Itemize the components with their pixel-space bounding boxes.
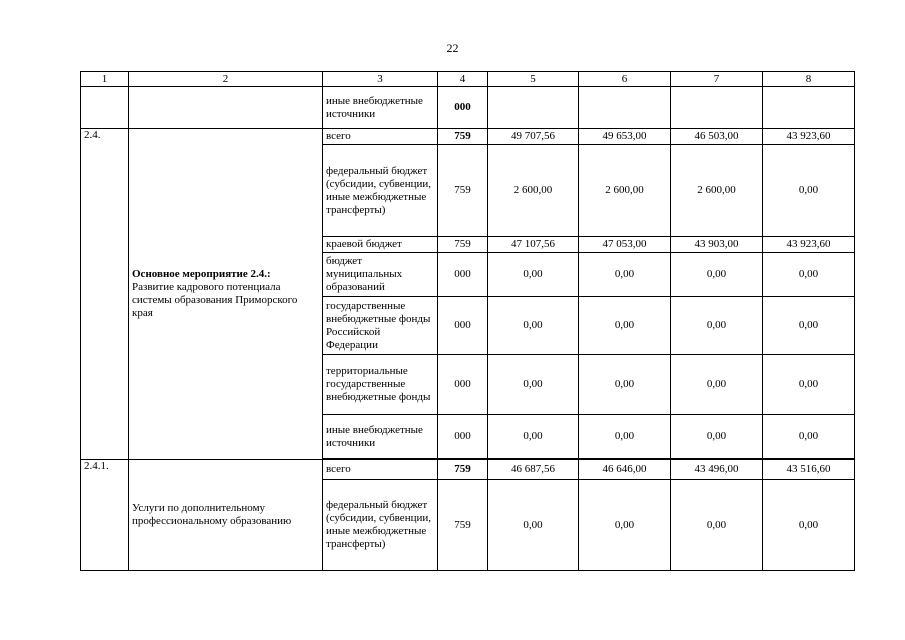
code-cell: 759 (438, 237, 488, 253)
source-cell: федеральный бюджет (субсидии, субвенции, иные межбюджетные трансферты) (323, 145, 438, 237)
item-title-bold: Основное мероприятие 2.4.: (132, 268, 271, 280)
value-cell: 2 600,00 (579, 145, 671, 237)
value-cell: 0,00 (763, 297, 855, 355)
code-cell: 000 (438, 253, 488, 297)
source-cell: краевой бюджет (323, 237, 438, 253)
value-cell: 46 687,56 (488, 460, 579, 480)
source-cell: всего (323, 129, 438, 145)
value-cell: 0,00 (488, 415, 579, 459)
item-title: Развитие кадрового потенциала системы образования Приморского края (132, 281, 298, 319)
column-header-row (81, 72, 855, 87)
code-cell: 000 (438, 355, 488, 415)
source-cell: иные внебюджетные источники (323, 87, 438, 129)
value-cell: 43 903,00 (671, 237, 763, 253)
source-cell: государственные внебюджетные фонды Российской Федерации (323, 297, 438, 355)
value-cell: 2 600,00 (488, 145, 579, 237)
table-row (81, 87, 855, 129)
column-header: 5 (488, 72, 579, 87)
value-cell: 0,00 (671, 297, 763, 355)
value-cell: 43 923,60 (763, 237, 855, 253)
source-cell: иные внебюджетные источники (323, 415, 438, 459)
source-cell: федеральный бюджет (субсидии, субвенции, иные межбюджетные трансферты) (323, 480, 438, 571)
value-cell: 43 516,60 (763, 460, 855, 480)
table-row (81, 460, 855, 480)
column-header: 6 (579, 72, 671, 87)
code-cell: 000 (438, 415, 488, 459)
value-cell: 47 107,56 (488, 237, 579, 253)
item-title-cell (129, 460, 323, 571)
value-cell: 46 646,00 (579, 460, 671, 480)
value-cell: 0,00 (671, 415, 763, 459)
value-cell: 0,00 (763, 145, 855, 237)
source-cell: бюджет муниципальных образований (323, 253, 438, 297)
column-header: 1 (81, 72, 129, 87)
value-cell: 0,00 (671, 355, 763, 415)
source-cell: всего (323, 460, 438, 480)
code-cell: 759 (438, 480, 488, 571)
value-cell: 46 503,00 (671, 129, 763, 145)
item-number: 2.4.1. (81, 460, 129, 571)
value-cell: 0,00 (488, 253, 579, 297)
value-cell: 0,00 (488, 480, 579, 571)
column-header: 3 (323, 72, 438, 87)
value-cell: 0,00 (671, 253, 763, 297)
item-title: Услуги по дополнительному профессиональному образованию (132, 502, 292, 527)
value-cell: 43 923,60 (763, 129, 855, 145)
value-cell: 49 653,00 (579, 129, 671, 145)
value-cell: 0,00 (579, 253, 671, 297)
budget-table (80, 71, 855, 571)
value-cell: 0,00 (763, 480, 855, 571)
code-cell: 000 (438, 297, 488, 355)
value-cell (671, 87, 763, 129)
value-cell (763, 87, 855, 129)
value-cell (579, 87, 671, 129)
code-cell: 000 (438, 87, 488, 129)
page-number: 22 (446, 41, 459, 55)
code-cell: 759 (438, 129, 488, 145)
empty-cell (81, 87, 129, 129)
column-header: 7 (671, 72, 763, 87)
value-cell: 0,00 (579, 297, 671, 355)
value-cell: 0,00 (763, 253, 855, 297)
column-header: 8 (763, 72, 855, 87)
value-cell (488, 87, 579, 129)
code-cell: 759 (438, 145, 488, 237)
column-header: 2 (129, 72, 323, 87)
item-number: 2.4. (81, 129, 129, 460)
value-cell: 49 707,56 (488, 129, 579, 145)
empty-cell (129, 87, 323, 129)
value-cell: 0,00 (579, 480, 671, 571)
value-cell: 43 496,00 (671, 460, 763, 480)
value-cell: 0,00 (763, 415, 855, 459)
code-cell: 759 (438, 460, 488, 480)
value-cell: 0,00 (488, 355, 579, 415)
column-header: 4 (438, 72, 488, 87)
value-cell: 0,00 (579, 415, 671, 459)
source-cell: территориальные государственные внебюджетные фонды (323, 355, 438, 415)
value-cell: 0,00 (671, 480, 763, 571)
table-row (81, 129, 855, 145)
value-cell: 47 053,00 (579, 237, 671, 253)
value-cell: 2 600,00 (671, 145, 763, 237)
item-title-cell (129, 129, 323, 460)
value-cell: 0,00 (763, 355, 855, 415)
value-cell: 0,00 (488, 297, 579, 355)
value-cell: 0,00 (579, 355, 671, 415)
